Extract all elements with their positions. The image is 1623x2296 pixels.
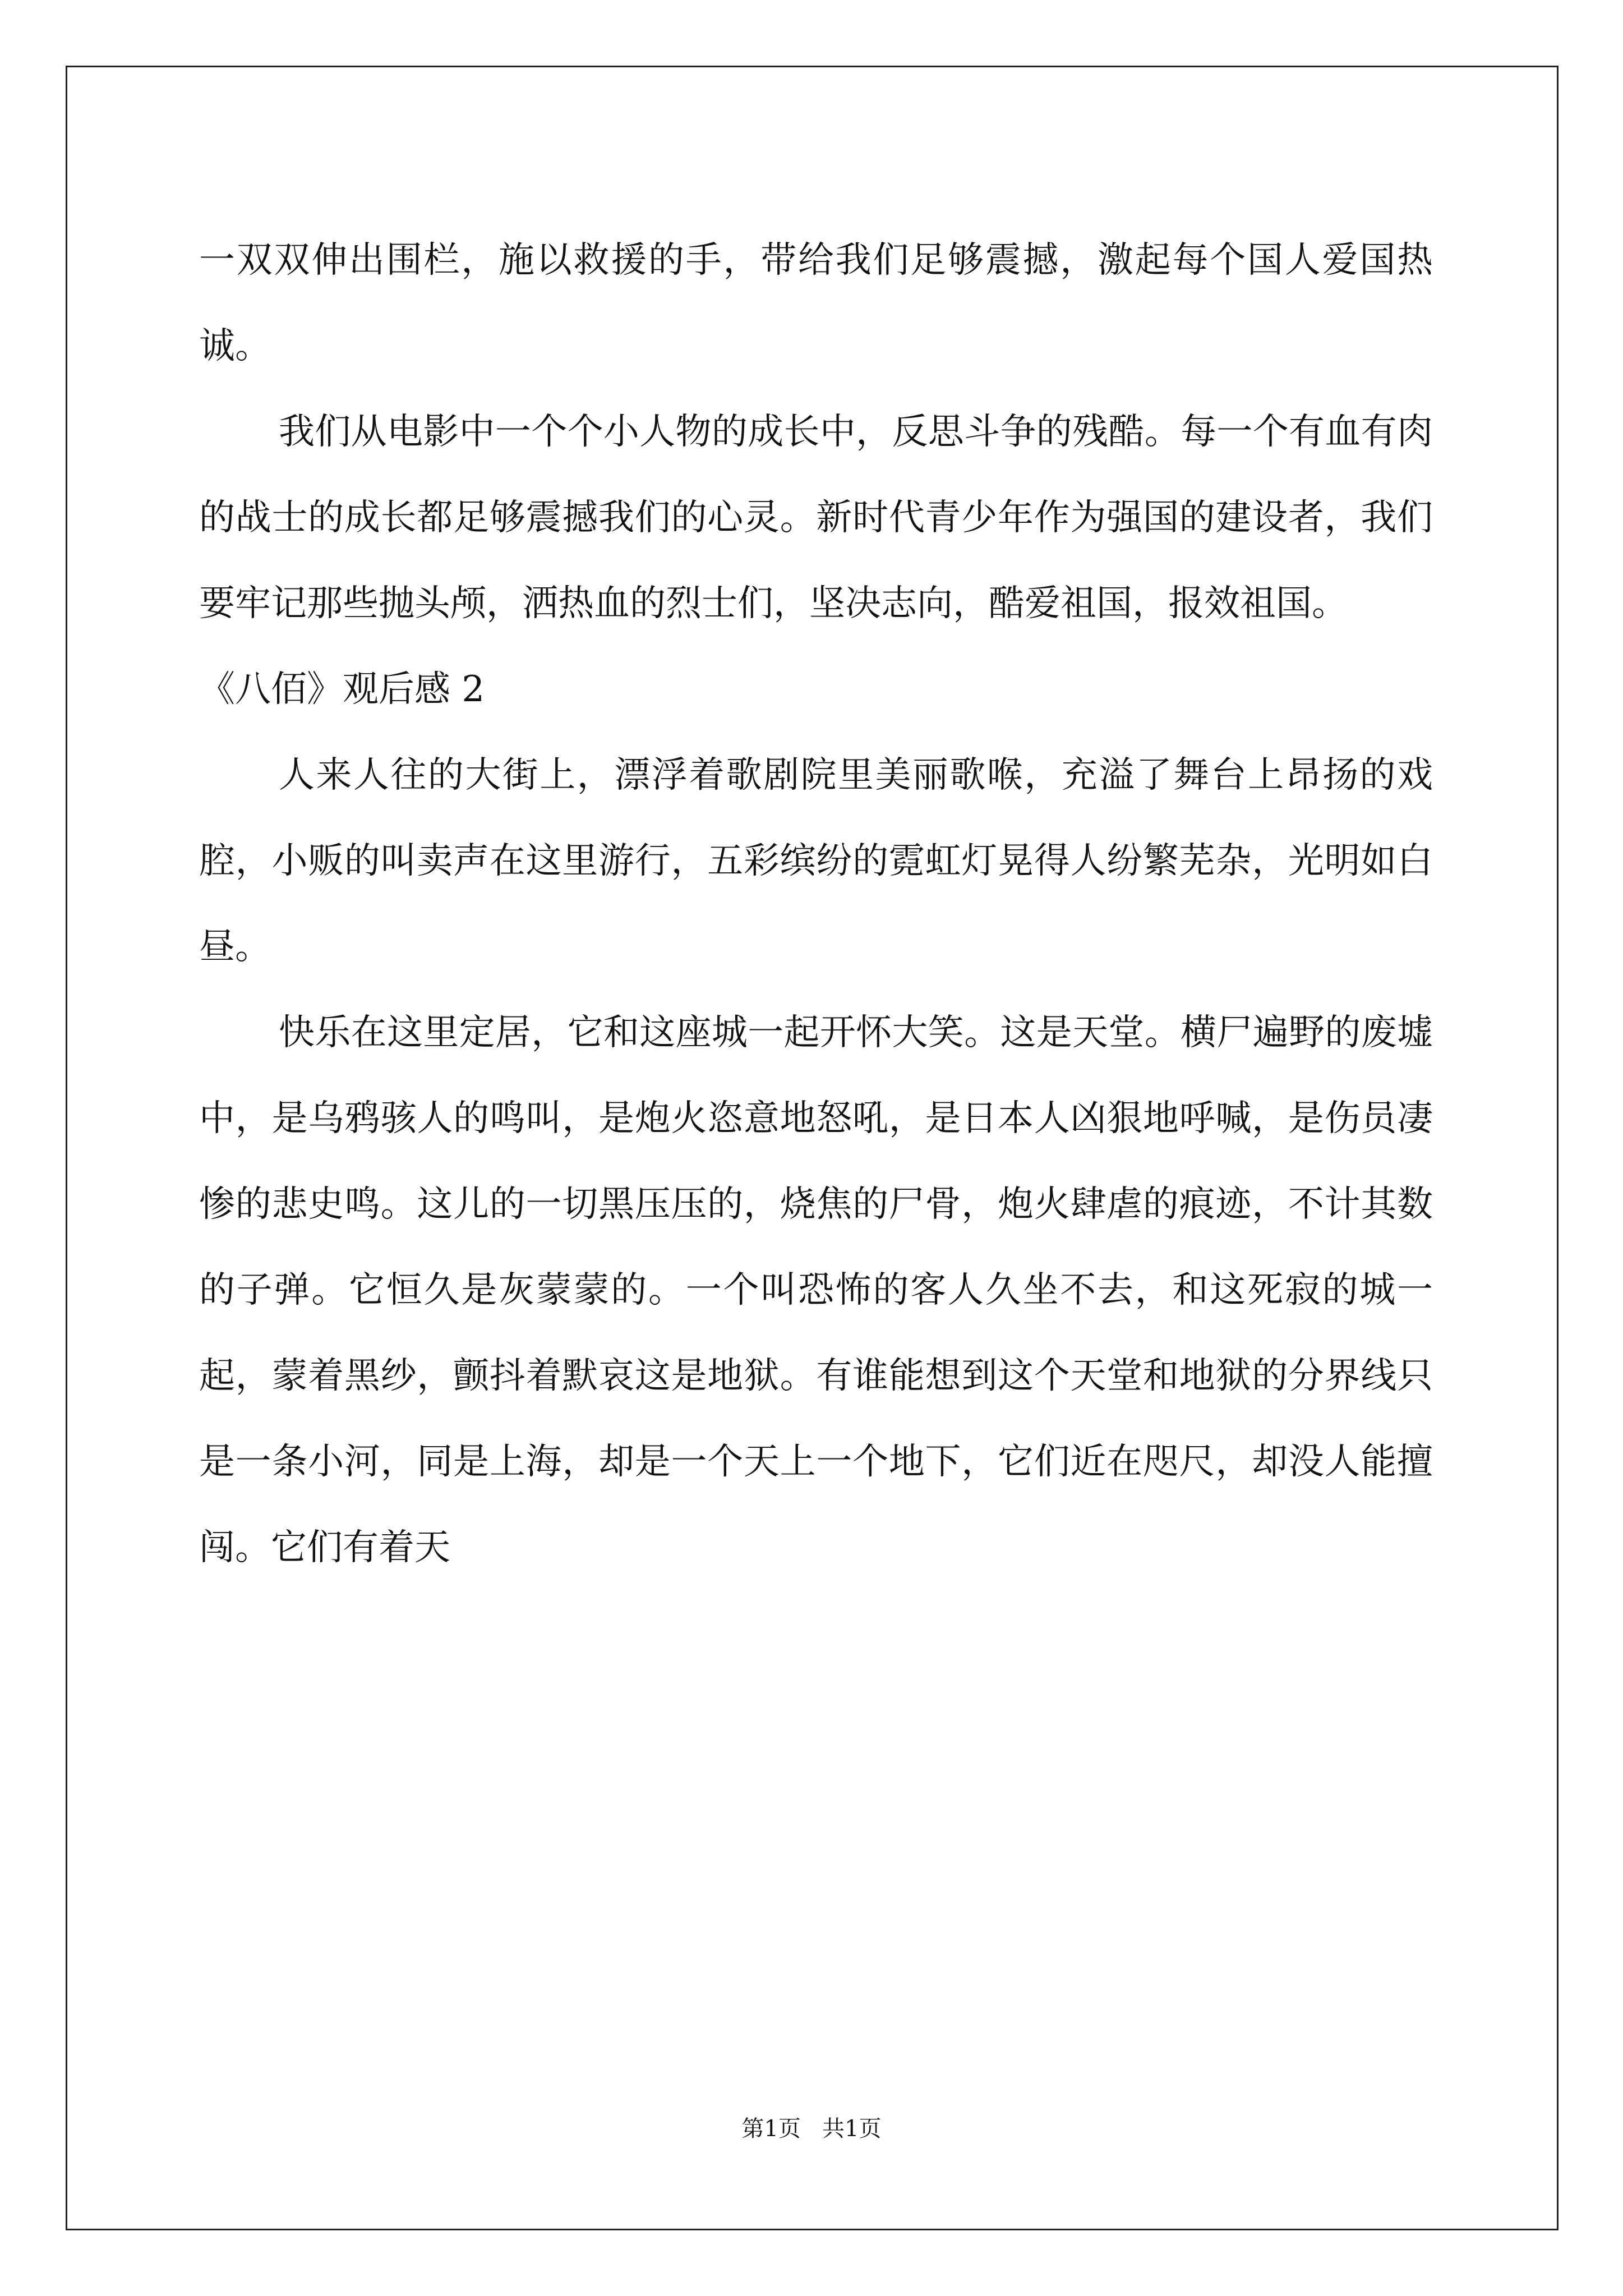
paragraph-1: 一双双伸出围栏，施以救援的手，带给我们足够震撼，激起每个国人爱国热诚。	[199, 240, 1433, 367]
page-number: 第1页 共1页	[741, 2116, 882, 2142]
page-footer	[0, 2112, 1623, 2146]
section-title: 《八佰》观后感 2	[199, 669, 485, 710]
paragraph-4: 快乐在这里定居，它和这座城一起开怀大笑。这是天堂。横尸遍野的废墟中，是乌鸦骇人的鸣叫，是炮火恣意地怒吼，是日本人凶狠地呼喊，是伤员凄惨的悲史鸣。这儿的一切黑压压的，烧焦的尸骨，炮火肆虐的痕迹，不计其数的子弹。它恒久是灰蒙蒙的。一个叫恐怖的客人久坐不去，和这死寂的城一起，蒙着黑纱，颤抖着默哀这是地狱。有谁能想到这个天堂和地狱的分界线只是一条小河，同是上海，却是一个天上一个地下，它们近在咫尺，却没人能擅闯。它们有着天	[199, 1012, 1433, 1568]
paragraph-2: 我们从电影中一个个小人物的成长中，反思斗争的残酷。每一个有血有肉的战士的成长都足够震撼我们的心灵。新时代青少年作为强国的建设者，我们要牢记那些抛头颅，洒热血的烈士们，坚决志向，酷爱祖国，报效祖国。	[199, 411, 1433, 624]
paragraph-3: 人来人往的大街上，漂浮着歌剧院里美丽歌喉，充溢了舞台上昂扬的戏腔，小贩的叫卖声在这里游行，五彩缤纷的霓虹灯晃得人纷繁芜杂，光明如白昼。	[199, 754, 1433, 968]
document-body	[199, 218, 1433, 1591]
